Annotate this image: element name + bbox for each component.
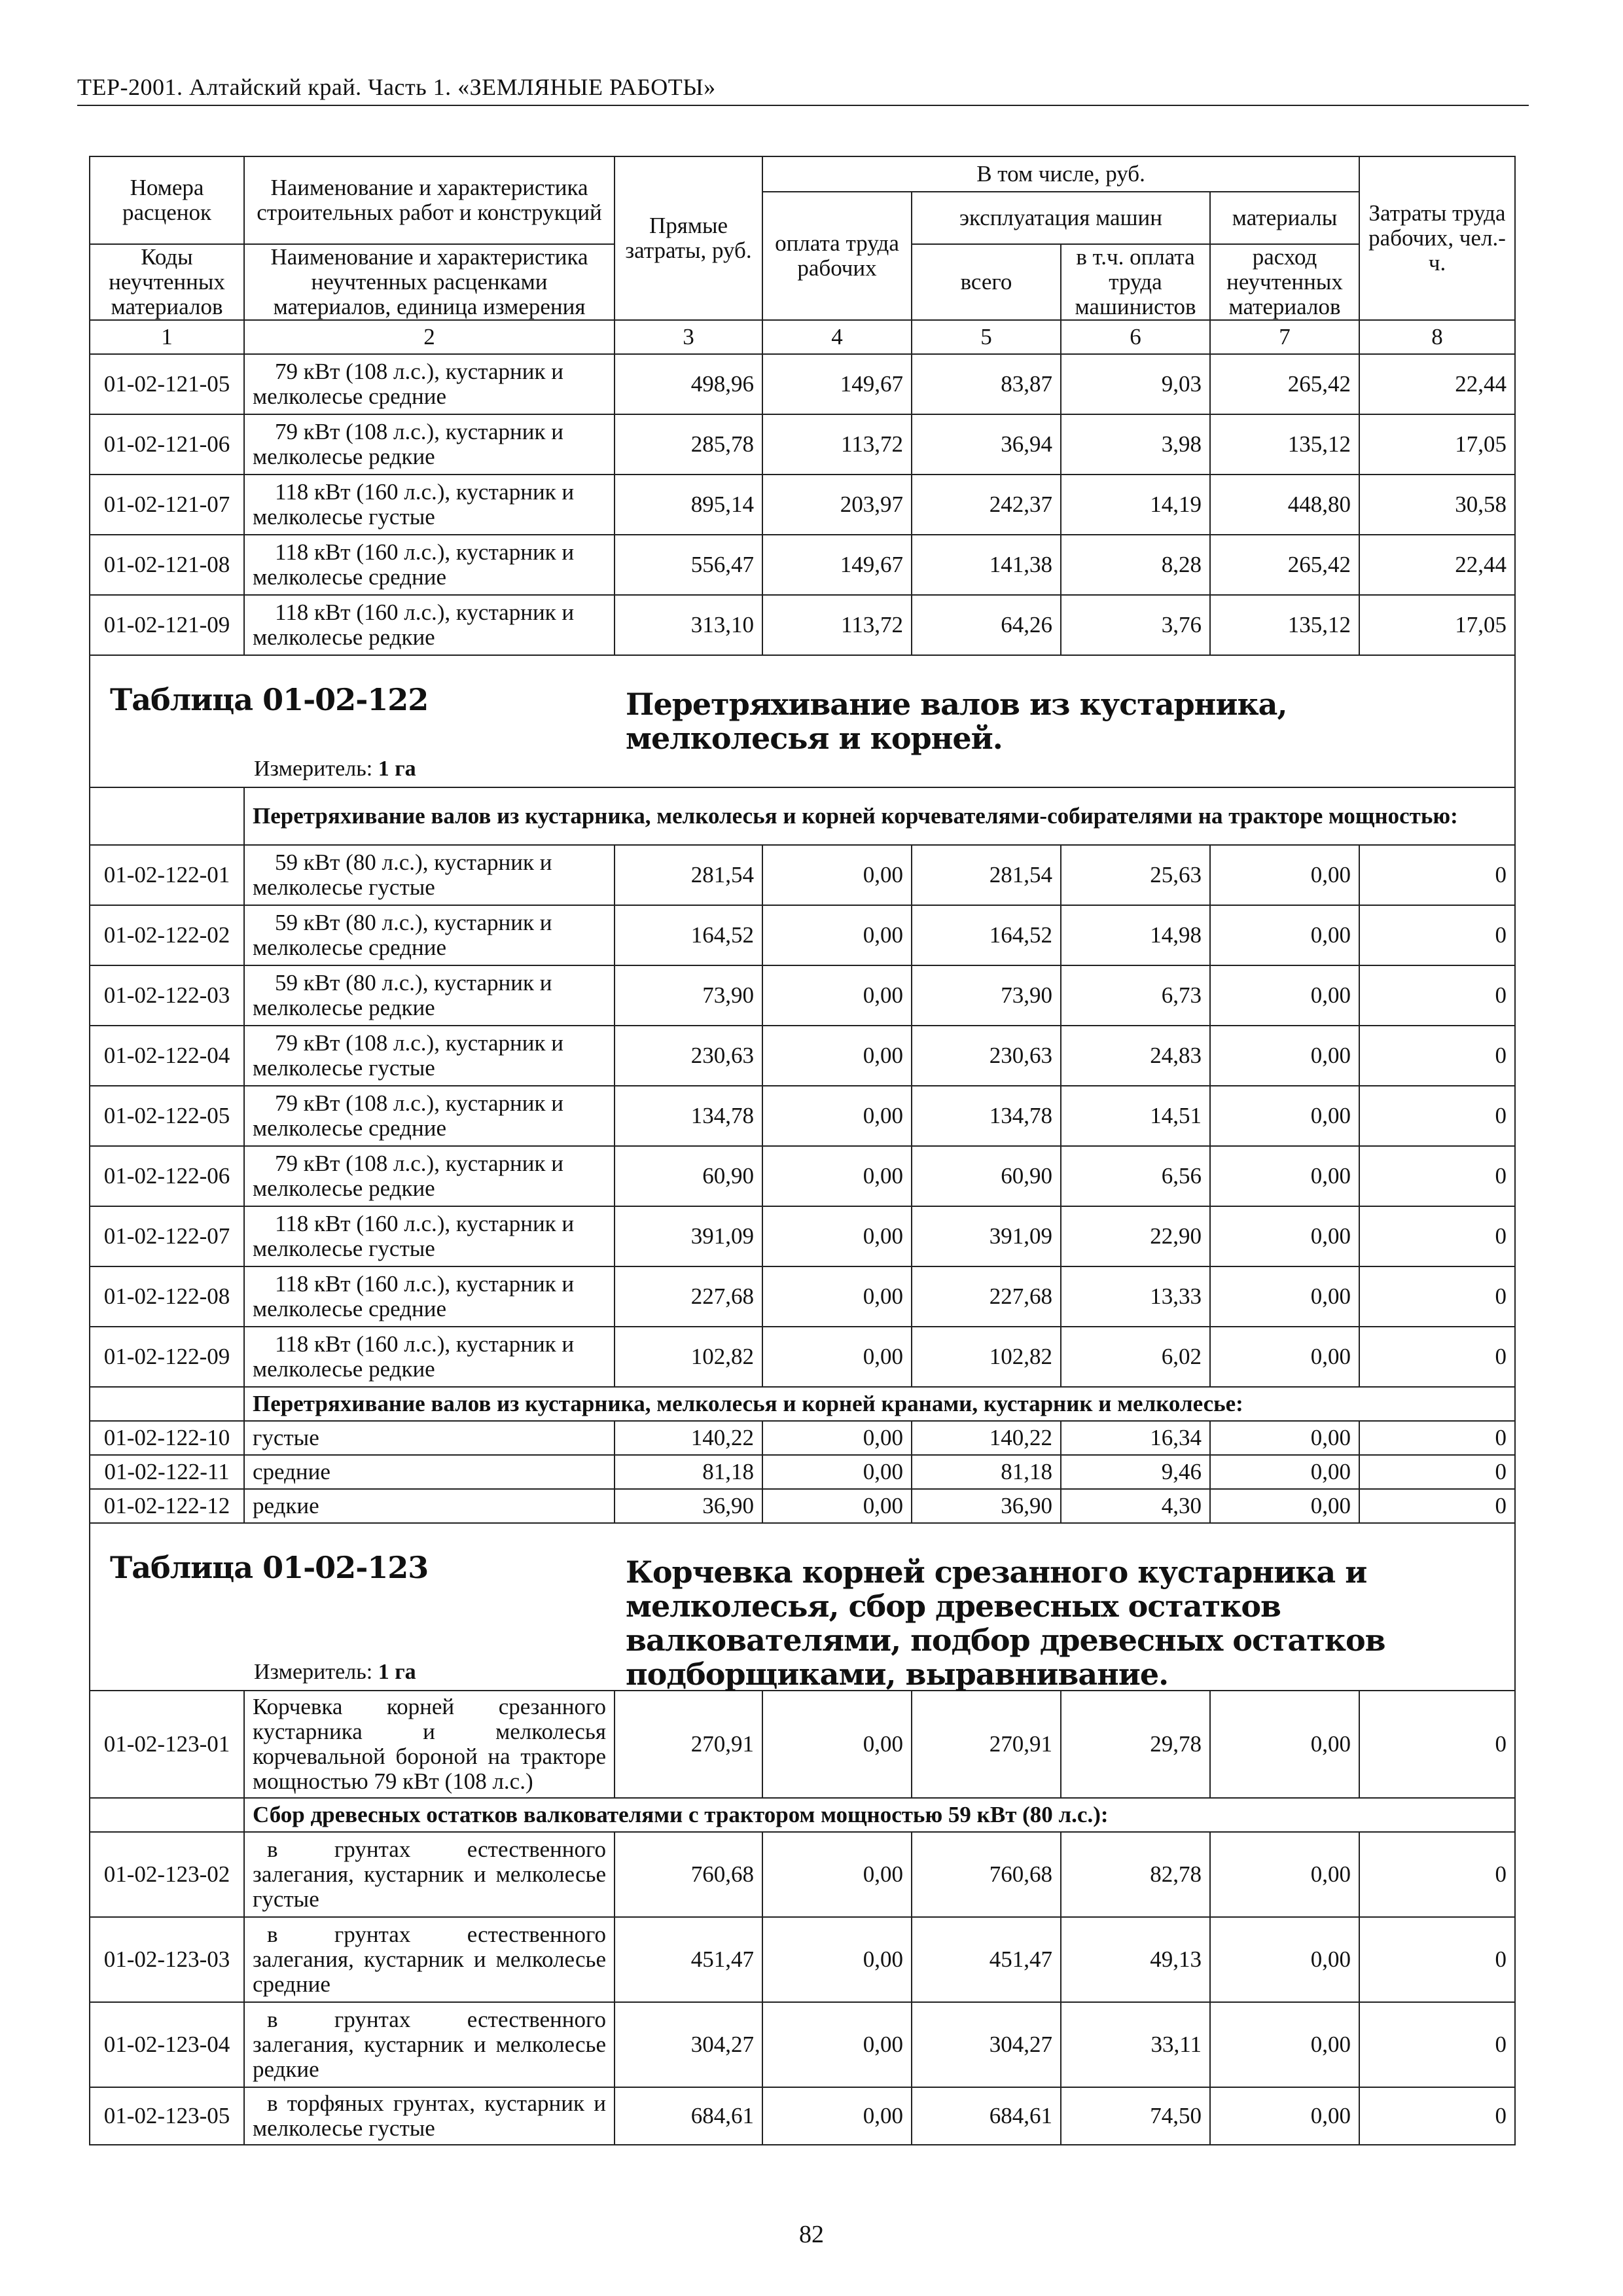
materials-cell: 0,00	[1210, 905, 1359, 965]
machines-total-cell: 141,38	[912, 535, 1061, 595]
operators-pay-cell: 6,56	[1061, 1146, 1210, 1206]
materials-cell: 0,00	[1210, 1146, 1359, 1206]
operators-pay-cell: 6,73	[1061, 965, 1210, 1026]
header-materials: материалы	[1210, 192, 1359, 244]
description-line-2: мелколесье густые	[253, 1055, 435, 1081]
unit-value: 1 га	[378, 1660, 416, 1684]
header-total: всего	[912, 244, 1061, 320]
description-line-1: 118 кВт (160 л.с.), кустарник и	[275, 539, 575, 565]
header-incl-operators: в т.ч. оплата труда машинистов	[1061, 244, 1210, 320]
labor-hours-cell: 0	[1359, 1086, 1515, 1146]
operators-pay-cell: 29,78	[1061, 1691, 1210, 1798]
table-title: Таблица 01-02-122	[110, 682, 429, 717]
description-cell	[244, 354, 615, 414]
labor-hours-cell: 17,05	[1359, 414, 1515, 475]
column-numbers-row	[90, 320, 1515, 354]
direct-cost-cell: 304,27	[615, 2002, 762, 2087]
description-cell	[244, 414, 615, 475]
labor-pay-cell: 0,00	[762, 1691, 912, 1798]
table-title: Таблица 01-02-123	[110, 1550, 429, 1585]
labor-pay-cell: 0,00	[762, 1206, 912, 1266]
materials-cell: 0,00	[1210, 1832, 1359, 1917]
section-header	[90, 655, 1515, 787]
labor-pay-cell: 0,00	[762, 1489, 912, 1523]
operators-pay-cell: 3,98	[1061, 414, 1210, 475]
header-direct: Прямые затраты, руб.	[615, 156, 762, 320]
labor-hours-cell: 30,58	[1359, 475, 1515, 535]
rate-code-cell: 01-02-121-05	[90, 354, 244, 414]
rate-code-cell: 01-02-123-05	[90, 2087, 244, 2145]
description-line-1: 118 кВт (160 л.с.), кустарник и	[275, 1271, 575, 1297]
table-name: Корчевка корней срезанного кустарника и мелколесья, сбор древесных остатков валкователями, подбор древесных остатков подборщиками, выравнивание.	[626, 1554, 1385, 1692]
materials-cell: 135,12	[1210, 414, 1359, 475]
description-line-2: мелколесье редкие	[253, 624, 435, 650]
table-row	[90, 475, 1515, 535]
labor-pay-cell: 0,00	[762, 1832, 912, 1917]
description-line-2: мелколесье средние	[253, 935, 446, 960]
machines-total-cell: 36,94	[912, 414, 1061, 475]
materials-cell: 0,00	[1210, 845, 1359, 905]
labor-pay-cell: 0,00	[762, 845, 912, 905]
col-num: 1	[90, 320, 244, 354]
labor-hours-cell: 0	[1359, 1266, 1515, 1327]
header-codes: Номера расценок	[90, 156, 244, 244]
machines-total-cell: 102,82	[912, 1327, 1061, 1387]
table-row	[90, 1086, 1515, 1146]
operators-pay-cell: 3,76	[1061, 595, 1210, 655]
description-line-1: 59 кВт (80 л.с.), кустарник и	[275, 850, 552, 875]
col-num: 5	[912, 320, 1061, 354]
direct-cost-cell: 760,68	[615, 1832, 762, 1917]
direct-cost-cell: 270,91	[615, 1691, 762, 1798]
materials-cell: 0,00	[1210, 1327, 1359, 1387]
description-cell	[244, 1026, 615, 1086]
description-cell	[244, 475, 615, 535]
labor-hours-cell: 0	[1359, 1421, 1515, 1455]
materials-cell: 135,12	[1210, 595, 1359, 655]
description-cell	[244, 2002, 615, 2087]
subheader-row	[90, 1387, 1515, 1421]
materials-cell: 0,00	[1210, 1206, 1359, 1266]
subheader-text: Сбор древесных остатков валкователями с трактором мощностью 59 кВт (80 л.с.):	[244, 1798, 1515, 1832]
description-cell	[244, 1206, 615, 1266]
section-header	[90, 1523, 1515, 1691]
machines-total-cell: 304,27	[912, 2002, 1061, 2087]
operators-pay-cell: 8,28	[1061, 535, 1210, 595]
description-cell	[244, 1146, 615, 1206]
labor-pay-cell: 149,67	[762, 535, 912, 595]
description-line-1: 79 кВт (108 л.с.), кустарник и	[275, 1151, 563, 1176]
description-line-2: мелколесье редкие	[253, 1356, 435, 1382]
description-text: в торфяных грунтах, кустарник и мелколесье густые	[253, 2090, 606, 2141]
unit-spacer	[372, 757, 378, 781]
table-row	[90, 1489, 1515, 1523]
unit-spacer	[372, 1660, 378, 1684]
table-name: Перетряхивание валов из кустарника, мелколесья и корней.	[626, 687, 1287, 756]
rate-code-cell: 01-02-123-01	[90, 1691, 244, 1798]
description-text: в грунтах естественного залегания, кустарник и мелколесье густые	[253, 1837, 606, 1912]
table-row	[90, 1206, 1515, 1266]
materials-cell: 0,00	[1210, 1026, 1359, 1086]
labor-pay-cell: 113,72	[762, 595, 912, 655]
col-num: 2	[244, 320, 615, 354]
rate-code-cell: 01-02-122-03	[90, 965, 244, 1026]
description-line-2: мелколесье редкие	[253, 444, 435, 469]
subheader-spacer	[90, 1798, 244, 1832]
rate-code-cell: 01-02-123-03	[90, 1917, 244, 2002]
materials-cell: 0,00	[1210, 1489, 1359, 1523]
labor-hours-cell: 0	[1359, 845, 1515, 905]
description-cell	[244, 535, 615, 595]
labor-pay-cell: 149,67	[762, 354, 912, 414]
rate-code-cell: 01-02-121-07	[90, 475, 244, 535]
section-header-row	[90, 1523, 1515, 1691]
labor-hours-cell: 0	[1359, 1917, 1515, 2002]
header-labor: оплата труда рабочих	[762, 192, 912, 320]
description-line-1: 79 кВт (108 л.с.), кустарник и	[275, 1090, 563, 1116]
materials-cell: 0,00	[1210, 1421, 1359, 1455]
table-row	[90, 1146, 1515, 1206]
description-cell	[244, 1086, 615, 1146]
rate-code-cell: 01-02-122-02	[90, 905, 244, 965]
col-num: 7	[1210, 320, 1359, 354]
direct-cost-cell: 36,90	[615, 1489, 762, 1523]
col-num: 3	[615, 320, 762, 354]
operators-pay-cell: 14,19	[1061, 475, 1210, 535]
labor-pay-cell: 0,00	[762, 1421, 912, 1455]
description-cell: редкие	[244, 1489, 615, 1523]
labor-hours-cell: 0	[1359, 1832, 1515, 1917]
description-cell: густые	[244, 1421, 615, 1455]
materials-cell: 0,00	[1210, 2087, 1359, 2145]
description-cell	[244, 1832, 615, 1917]
table-row	[90, 2002, 1515, 2087]
table-body	[90, 156, 1515, 2145]
operators-pay-cell: 14,98	[1061, 905, 1210, 965]
direct-cost-cell: 60,90	[615, 1146, 762, 1206]
labor-pay-cell: 0,00	[762, 1266, 912, 1327]
machines-total-cell: 242,37	[912, 475, 1061, 535]
machines-total-cell: 73,90	[912, 965, 1061, 1026]
description-line-1: 59 кВт (80 л.с.), кустарник и	[275, 970, 552, 996]
materials-cell: 0,00	[1210, 1691, 1359, 1798]
labor-pay-cell: 0,00	[762, 1026, 912, 1086]
header-rule	[77, 105, 1529, 106]
machines-total-cell: 81,18	[912, 1455, 1061, 1489]
materials-cell: 0,00	[1210, 1086, 1359, 1146]
operators-pay-cell: 4,30	[1061, 1489, 1210, 1523]
unit-label: Измеритель:	[254, 757, 373, 781]
description-line-1: 59 кВт (80 л.с.), кустарник и	[275, 910, 552, 935]
description-line-1: 118 кВт (160 л.с.), кустарник и	[275, 479, 575, 505]
description-cell	[244, 595, 615, 655]
labor-pay-cell: 0,00	[762, 1327, 912, 1387]
machines-total-cell: 270,91	[912, 1691, 1061, 1798]
direct-cost-cell: 102,82	[615, 1327, 762, 1387]
description-line-1: 79 кВт (108 л.с.), кустарник и	[275, 1030, 563, 1056]
operators-pay-cell: 6,02	[1061, 1327, 1210, 1387]
description-line-1: 118 кВт (160 л.с.), кустарник и	[275, 1331, 575, 1357]
description-line-1: 79 кВт (108 л.с.), кустарник и	[275, 419, 563, 444]
description-line-2: мелколесье средние	[253, 384, 446, 409]
machines-total-cell: 134,78	[912, 1086, 1061, 1146]
machines-total-cell: 281,54	[912, 845, 1061, 905]
labor-hours-cell: 0	[1359, 905, 1515, 965]
rate-code-cell: 01-02-122-10	[90, 1421, 244, 1455]
labor-hours-cell: 0	[1359, 1206, 1515, 1266]
section-header-row	[90, 655, 1515, 787]
rate-code-cell: 01-02-123-04	[90, 2002, 244, 2087]
machines-total-cell: 760,68	[912, 1832, 1061, 1917]
rate-code-cell: 01-02-122-07	[90, 1206, 244, 1266]
header-materials-extra: расход неучтенных материалов	[1210, 244, 1359, 320]
direct-cost-cell: 895,14	[615, 475, 762, 535]
direct-cost-cell: 498,96	[615, 354, 762, 414]
direct-cost-cell: 230,63	[615, 1026, 762, 1086]
table-row	[90, 595, 1515, 655]
description-line-2: мелколесье густые	[253, 874, 435, 900]
table-row	[90, 414, 1515, 475]
labor-hours-cell: 0	[1359, 1455, 1515, 1489]
operators-pay-cell: 25,63	[1061, 845, 1210, 905]
rate-code-cell: 01-02-123-02	[90, 1832, 244, 1917]
rate-code-cell: 01-02-122-01	[90, 845, 244, 905]
materials-cell: 0,00	[1210, 1455, 1359, 1489]
subheader-spacer	[90, 787, 244, 845]
rate-code-cell: 01-02-121-09	[90, 595, 244, 655]
header-labor-cost: Затраты труда рабочих, чел.-ч.	[1359, 156, 1515, 320]
description-cell	[244, 1327, 615, 1387]
direct-cost-cell: 73,90	[615, 965, 762, 1026]
direct-cost-cell: 81,18	[615, 1455, 762, 1489]
description-line-2: мелколесье средние	[253, 1115, 446, 1141]
table-row	[90, 905, 1515, 965]
header-name: Наименование и характеристика строительных работ и конструкций	[244, 156, 615, 244]
direct-cost-cell: 313,10	[615, 595, 762, 655]
header-name-2: Наименование и характеристика неучтенных расценками материалов, единица измерения	[244, 244, 615, 320]
table-row	[90, 1421, 1515, 1455]
description-line-2: мелколесье густые	[253, 504, 435, 529]
materials-cell: 0,00	[1210, 2002, 1359, 2087]
labor-hours-cell: 0	[1359, 1146, 1515, 1206]
description-text: в грунтах естественного залегания, кустарник и мелколесье средние	[253, 1922, 606, 1997]
table-row	[90, 1266, 1515, 1327]
machines-total-cell: 230,63	[912, 1026, 1061, 1086]
rate-code-cell: 01-02-121-08	[90, 535, 244, 595]
description-cell: средние	[244, 1455, 615, 1489]
description-line-2: мелколесье средние	[253, 564, 446, 590]
operators-pay-cell: 33,11	[1061, 2002, 1210, 2087]
direct-cost-cell: 134,78	[615, 1086, 762, 1146]
description-line-2: мелколесье редкие	[253, 1175, 435, 1201]
direct-cost-cell: 391,09	[615, 1206, 762, 1266]
table-row	[90, 1691, 1515, 1798]
rate-code-cell: 01-02-122-09	[90, 1327, 244, 1387]
subheader-row	[90, 1798, 1515, 1832]
description-line-1: 79 кВт (108 л.с.), кустарник и	[275, 359, 563, 384]
materials-cell: 0,00	[1210, 1266, 1359, 1327]
description-cell	[244, 905, 615, 965]
table-row	[90, 1455, 1515, 1489]
description-line-1: 118 кВт (160 л.с.), кустарник и	[275, 1211, 575, 1236]
labor-pay-cell: 0,00	[762, 905, 912, 965]
header-codes-2: Коды неучтенных материалов	[90, 244, 244, 320]
labor-pay-cell: 113,72	[762, 414, 912, 475]
rate-code-cell: 01-02-121-06	[90, 414, 244, 475]
labor-pay-cell: 0,00	[762, 965, 912, 1026]
rate-code-cell: 01-02-122-06	[90, 1146, 244, 1206]
machines-total-cell: 164,52	[912, 905, 1061, 965]
labor-hours-cell: 0	[1359, 1489, 1515, 1523]
running-head: ТЕР-2001. Алтайский край. Часть 1. «ЗЕМЛЯНЫЕ РАБОТЫ»	[77, 74, 716, 100]
unit-of-measure	[254, 757, 416, 781]
labor-pay-cell: 0,00	[762, 1455, 912, 1489]
subheader-text: Перетряхивание валов из кустарника, мелколесья и корней кранами, кустарник и мелколесье:	[244, 1387, 1515, 1421]
materials-cell: 0,00	[1210, 1917, 1359, 2002]
description-cell: Корчевка корней срезанного кустарника и мелколесья корчевальной бороной на тракторе мощностью 79 кВт (108 л.с.)	[244, 1691, 615, 1798]
machines-total-cell: 140,22	[912, 1421, 1061, 1455]
subheader-row	[90, 787, 1515, 845]
description-cell	[244, 1917, 615, 2002]
description-line-2: мелколесье густые	[253, 1236, 435, 1261]
machines-total-cell: 391,09	[912, 1206, 1061, 1266]
unit-value: 1 га	[378, 757, 416, 781]
machines-total-cell: 451,47	[912, 1917, 1061, 2002]
labor-pay-cell: 0,00	[762, 2002, 912, 2087]
labor-hours-cell: 0	[1359, 1026, 1515, 1086]
table-row	[90, 1327, 1515, 1387]
operators-pay-cell: 9,46	[1061, 1455, 1210, 1489]
materials-cell: 448,80	[1210, 475, 1359, 535]
operators-pay-cell: 24,83	[1061, 1026, 1210, 1086]
labor-pay-cell: 203,97	[762, 475, 912, 535]
table-row	[90, 845, 1515, 905]
operators-pay-cell: 14,51	[1061, 1086, 1210, 1146]
materials-cell: 265,42	[1210, 354, 1359, 414]
operators-pay-cell: 9,03	[1061, 354, 1210, 414]
labor-hours-cell: 22,44	[1359, 354, 1515, 414]
description-line-1: 118 кВт (160 л.с.), кустарник и	[275, 600, 575, 625]
page-number: 82	[799, 2221, 824, 2248]
direct-cost-cell: 684,61	[615, 2087, 762, 2145]
direct-cost-cell: 556,47	[615, 535, 762, 595]
labor-hours-cell: 22,44	[1359, 535, 1515, 595]
machines-total-cell: 36,90	[912, 1489, 1061, 1523]
table-row	[90, 1832, 1515, 1917]
direct-cost-cell: 451,47	[615, 1917, 762, 2002]
description-line-2: мелколесье редкие	[253, 995, 435, 1020]
description-cell	[244, 965, 615, 1026]
unit-label: Измеритель:	[254, 1660, 373, 1684]
table-row	[90, 2087, 1515, 2145]
operators-pay-cell: 49,13	[1061, 1917, 1210, 2002]
rate-code-cell: 01-02-122-05	[90, 1086, 244, 1146]
direct-cost-cell: 227,68	[615, 1266, 762, 1327]
table-row	[90, 535, 1515, 595]
subheader-spacer	[90, 1387, 244, 1421]
labor-hours-cell: 0	[1359, 2002, 1515, 2087]
subheader-text: Перетряхивание валов из кустарника, мелколесья и корней корчевателями-собирателями на тракторе мощностью:	[244, 787, 1515, 845]
table-row	[90, 354, 1515, 414]
labor-hours-cell: 0	[1359, 965, 1515, 1026]
rate-code-cell: 01-02-122-12	[90, 1489, 244, 1523]
machines-total-cell: 227,68	[912, 1266, 1061, 1327]
table-row	[90, 1026, 1515, 1086]
labor-pay-cell: 0,00	[762, 1146, 912, 1206]
col-num: 6	[1061, 320, 1210, 354]
rate-code-cell: 01-02-122-08	[90, 1266, 244, 1327]
rate-code-cell: 01-02-122-11	[90, 1455, 244, 1489]
operators-pay-cell: 74,50	[1061, 2087, 1210, 2145]
unit-of-measure	[254, 1660, 416, 1685]
rates-table	[89, 156, 1516, 2145]
labor-hours-cell: 17,05	[1359, 595, 1515, 655]
description-cell	[244, 1266, 615, 1327]
labor-pay-cell: 0,00	[762, 1086, 912, 1146]
machines-total-cell: 83,87	[912, 354, 1061, 414]
direct-cost-cell: 285,78	[615, 414, 762, 475]
operators-pay-cell: 22,90	[1061, 1206, 1210, 1266]
labor-hours-cell: 0	[1359, 2087, 1515, 2145]
operators-pay-cell: 16,34	[1061, 1421, 1210, 1455]
labor-pay-cell: 0,00	[762, 1917, 912, 2002]
direct-cost-cell: 281,54	[615, 845, 762, 905]
operators-pay-cell: 82,78	[1061, 1832, 1210, 1917]
description-text: в грунтах естественного залегания, кустарник и мелколесье редкие	[253, 2007, 606, 2082]
direct-cost-cell: 164,52	[615, 905, 762, 965]
table-row	[90, 965, 1515, 1026]
machines-total-cell: 64,26	[912, 595, 1061, 655]
direct-cost-cell: 140,22	[615, 1421, 762, 1455]
labor-pay-cell: 0,00	[762, 2087, 912, 2145]
materials-cell: 0,00	[1210, 965, 1359, 1026]
col-num: 4	[762, 320, 912, 354]
table-row	[90, 1917, 1515, 2002]
description-cell	[244, 845, 615, 905]
labor-hours-cell: 0	[1359, 1691, 1515, 1798]
description-cell	[244, 2087, 615, 2145]
machines-total-cell: 684,61	[912, 2087, 1061, 2145]
machines-total-cell: 60,90	[912, 1146, 1061, 1206]
col-num: 8	[1359, 320, 1515, 354]
operators-pay-cell: 13,33	[1061, 1266, 1210, 1327]
rate-code-cell: 01-02-122-04	[90, 1026, 244, 1086]
header-incl: В том числе, руб.	[762, 156, 1359, 192]
header-machines: эксплуатация машин	[912, 192, 1210, 244]
materials-cell: 265,42	[1210, 535, 1359, 595]
labor-hours-cell: 0	[1359, 1327, 1515, 1387]
header-row-1	[90, 156, 1515, 192]
description-line-2: мелколесье средние	[253, 1296, 446, 1321]
